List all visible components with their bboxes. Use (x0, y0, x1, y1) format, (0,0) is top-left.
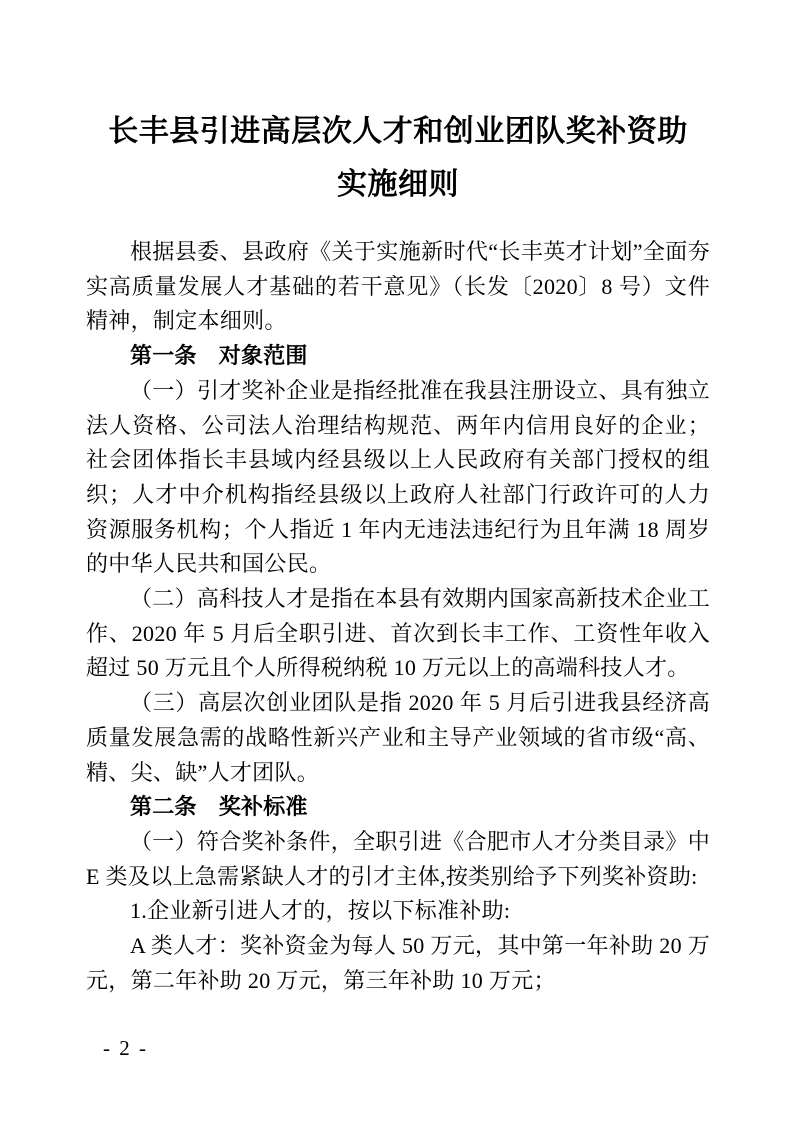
paragraph-intro: 根据县委、县政府《关于实施新时代“长丰英才计划”全面夯实高质量发展人才基础的若干意见》（长发〔2020〕8 号）文件精神，制定本细则。 (86, 239, 710, 334)
document-title-line-1: 长丰县引进高层次人才和创业团队奖补资助 (108, 115, 688, 148)
paragraph-article2-sub1: 1.企业新引进人才的，按以下标准补助: (130, 898, 511, 924)
paragraph-article2-class-a: A 类人才：奖补资金为每人 50 万元，其中第一年补助 20 万元，第二年补助 20 万元，第三年补助 10 万元； (86, 933, 710, 993)
document-title (86, 105, 710, 211)
paragraph-article2-item1: （一）符合奖补条件，全职引进《合肥市人才分类目录》中 E 类及以上急需紧缺人才的引才主体,按类别给予下列奖补资助: (86, 828, 710, 889)
section-heading-article-1: 第一条 对象范围 (130, 343, 308, 369)
section-heading-article-2: 第二条 奖补标准 (130, 794, 308, 820)
paragraph-article1-item1: （一）引才奖补企业是指经批准在我县注册设立、具有独立法人资格、公司法人治理结构规范、两年内信用良好的企业；社会团体指长丰县域内经县级以上人民政府有关部门授权的组织；人才中介机构指经县级以上政府人社部门行政许可的人力资源服务机构；个人指近 1 年内无违法违纪行为且年满 18 周岁的中华人民共和国公民。 (86, 377, 710, 577)
page-number: - 2 - (103, 1036, 148, 1060)
document-body (86, 235, 710, 998)
paragraph-article1-item3: （三）高层次创业团队是指 2020 年 5 月后引进我县经济高质量发展急需的战略性新兴产业和主导产业领域的省市级“高、精、尖、缺”人才团队。 (86, 690, 710, 785)
document-title-line-2: 实施细则 (337, 168, 459, 201)
paragraph-article1-item2: （二）高科技人才是指在本县有效期内国家高新技术企业工作、2020 年 5 月后全职引进、首次到长丰工作、工资性年收入超过 50 万元且个人所得税纳税 10 万元以上的高端科技人才。 (86, 586, 710, 681)
